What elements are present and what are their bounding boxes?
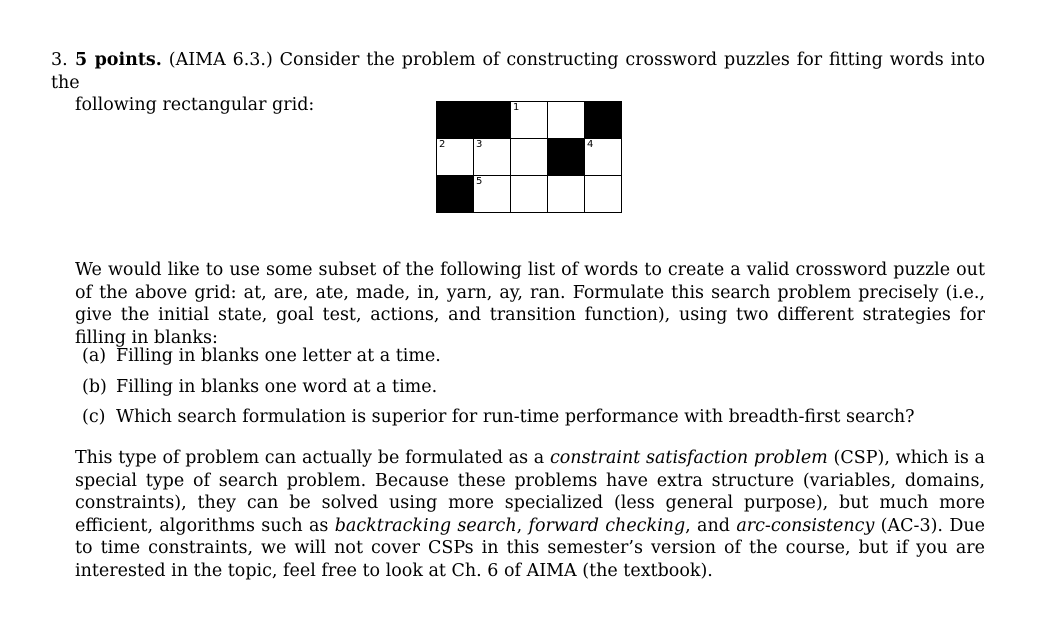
grid-cell-black bbox=[548, 139, 585, 176]
grid-cell-black bbox=[437, 176, 474, 213]
emphasis-csp: constraint satisfaction problem bbox=[549, 448, 828, 468]
list-item-b bbox=[82, 376, 437, 398]
grid-row bbox=[437, 102, 622, 139]
text-run: , and bbox=[685, 515, 737, 536]
grid-cell-white bbox=[474, 176, 511, 213]
text-run: , bbox=[516, 515, 529, 536]
grid-cell-white bbox=[511, 139, 548, 176]
grid-row bbox=[437, 139, 622, 176]
text-run: This type of problem can actually be formulated as a bbox=[75, 448, 550, 468]
clue-number: 5 bbox=[476, 176, 483, 187]
grid-cell-white bbox=[548, 176, 585, 213]
grid-cell-white bbox=[511, 176, 548, 213]
item-text: Which search formulation is superior for run-time performance with breadth-first search? bbox=[116, 407, 915, 427]
problem-reference: (AIMA 6.3.) bbox=[168, 50, 273, 70]
grid-cell-black bbox=[585, 102, 622, 139]
grid-cell-white bbox=[474, 139, 511, 176]
grid-cell-white bbox=[548, 102, 585, 139]
problem-points: 5 points. bbox=[75, 50, 162, 70]
item-text: Filling in blanks one letter at a time. bbox=[116, 346, 441, 366]
grid-cell-black bbox=[474, 102, 511, 139]
body-paragraph-2 bbox=[75, 447, 985, 582]
grid-cell-black bbox=[437, 102, 474, 139]
text-run: (CSP), which is a special type of search problem. Because these problems have extra structure (variables, domains, constraints), they can be solved using more specialized (less general purpose), but much more efficient, algorithms such as bbox=[75, 448, 985, 536]
grid-cell-white bbox=[585, 176, 622, 213]
intro-line-1: Consider the problem of constructing crossword puzzles for fitting words into the bbox=[51, 50, 986, 93]
clue-number: 4 bbox=[587, 139, 594, 150]
emphasis-backtracking: backtracking search bbox=[334, 515, 517, 536]
clue-number: 1 bbox=[513, 102, 520, 113]
clue-number: 2 bbox=[439, 139, 446, 150]
emphasis-forward-checking: forward checking bbox=[528, 515, 686, 536]
grid-cell-white bbox=[437, 139, 474, 176]
item-label: (a) bbox=[82, 346, 107, 366]
grid-cell-white bbox=[585, 139, 622, 176]
emphasis-arc-consistency: arc-consistency bbox=[736, 515, 875, 536]
problem-number: 3. bbox=[51, 50, 68, 70]
list-item-c bbox=[82, 406, 915, 428]
item-text: Filling in blanks one word at a time. bbox=[116, 377, 438, 397]
item-label: (b) bbox=[82, 377, 107, 397]
intro-line-2: following rectangular grid: bbox=[75, 95, 315, 115]
body-paragraph-1: We would like to use some subset of the following list of words to create a valid crossword puzzle out of the above grid: at, are, ate, made, in, yarn, ay, ran. Formulate this search problem precisely (i.e., give the initial state, goal test, actions, and transition function), using two different strategies for filling in blanks: bbox=[75, 260, 985, 348]
clue-number: 3 bbox=[476, 139, 483, 150]
list-item-a bbox=[82, 345, 441, 367]
grid-row bbox=[437, 176, 622, 213]
item-label: (c) bbox=[82, 407, 106, 427]
text-run: (AC-3). Due to time constraints, we will not cover CSPs in this semester’s version of the course, but if you are interested in the topic, feel free to look at Ch. 6 of AIMA (the textbook). bbox=[75, 515, 985, 581]
crossword-grid bbox=[436, 101, 622, 213]
grid-cell-white bbox=[511, 102, 548, 139]
